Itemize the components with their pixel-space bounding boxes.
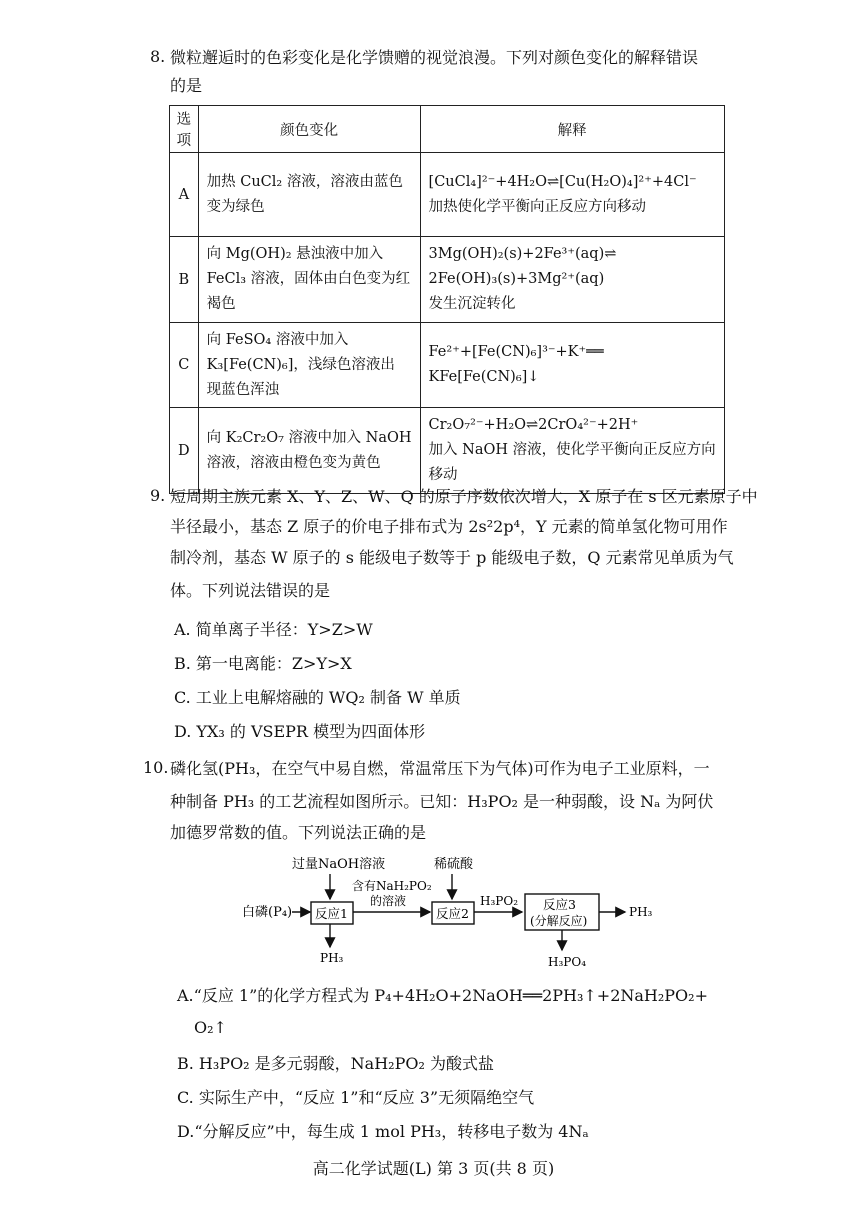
question-9-stem-line: 制冷剂，基态 W 原子的 s 能级电子数等于 p 能级电子数，Q 元素常见单质为气	[170, 548, 734, 567]
question-10-option-d: D.“分解反应”中，每生成 1 mol PH₃，转移电子数为 4Nₐ	[177, 1122, 589, 1141]
page-footer: 高二化学试题(L) 第 3 页(共 8 页)	[312, 1159, 555, 1178]
table-header-change: 颜色变化	[198, 106, 420, 153]
explain-line: 发生沉淀转化	[428, 296, 516, 312]
diagram-box2-label: 反应2	[436, 906, 469, 921]
option-cell: A	[170, 153, 199, 237]
question-10-option-b: B. H₃PO₂ 是多元弱酸，NaH₂PO₂ 为酸式盐	[177, 1054, 494, 1073]
option-cell: B	[170, 237, 199, 323]
explain-line: Fe²⁺+[Fe(CN)₆]³⁻+K⁺══	[428, 344, 604, 360]
diagram-start-label: 白磷(P₄)	[242, 905, 293, 920]
change-cell	[198, 323, 420, 408]
question-10-number: 10.	[143, 758, 169, 777]
change-line: 向 Mg(OH)₂ 悬浊液中加入	[206, 246, 384, 262]
question-8-stem-line2: 的是	[170, 76, 203, 95]
diagram-reagent2: 稀硫酸	[434, 857, 474, 872]
change-cell	[198, 408, 420, 494]
question-9-stem-line: 体。下列说法错误的是	[170, 581, 331, 600]
explain-cell	[420, 408, 724, 494]
change-line: 褐色	[206, 296, 236, 312]
process-flow-diagram	[230, 850, 690, 975]
diagram-mid-label1: 含有NaH₂PO₂	[352, 879, 432, 893]
option-cell: D	[170, 408, 199, 494]
change-line: FeCl₃ 溶液，固体由白色变为红	[206, 271, 411, 287]
question-9-option-a: A. 简单离子半径：Y>Z>W	[174, 620, 373, 639]
question-9-option-b: B. 第一电离能：Z>Y>X	[174, 654, 352, 673]
explain-line: 加入 NaOH 溶液，使化学平衡向正反应方向	[428, 442, 716, 458]
question-9-option-c: C. 工业上电解熔融的 WQ₂ 制备 W 单质	[174, 688, 461, 707]
change-line: 向 FeSO₄ 溶液中加入	[206, 331, 349, 348]
table-header-explain: 解释	[420, 106, 724, 153]
explain-line: Cr₂O₇²⁻+H₂O⇌2CrO₄²⁻+2H⁺	[428, 417, 639, 433]
table-row	[170, 237, 725, 323]
question-8-table	[169, 105, 725, 494]
table-header-option: 选项	[170, 106, 199, 153]
question-9-stem-line: 短周期主族元素 X、Y、Z、W、Q 的原子序数依次增大，X 原子在 s 区元素原子中	[170, 487, 758, 506]
diagram-mid-label2: 的溶液	[370, 894, 407, 908]
explain-line: 2Fe(OH)₃(s)+3Mg²⁺(aq)	[428, 271, 605, 287]
change-line: 变为绿色	[206, 198, 265, 215]
option-cell: C	[170, 323, 199, 408]
diagram-out3-right: PH₃	[629, 905, 653, 919]
table-header-row	[170, 106, 725, 153]
question-9-stem-line: 半径最小，基态 Z 原子的价电子排布式为 2s²2p⁴，Y 元素的简单氢化物可用作	[170, 517, 728, 536]
question-10-stem-line: 加德罗常数的值。下列说法正确的是	[170, 823, 427, 842]
explain-cell	[420, 153, 724, 237]
table-row	[170, 408, 725, 494]
change-cell	[198, 153, 420, 237]
question-10-option-a-cont: O₂↑	[194, 1018, 227, 1037]
diagram-reagent1: 过量NaOH溶液	[292, 857, 386, 872]
explain-line: 3Mg(OH)₂(s)+2Fe³⁺(aq)⇌	[428, 246, 617, 262]
diagram-out3-down: H₃PO₄	[548, 955, 586, 969]
diagram-out1: PH₃	[320, 951, 344, 965]
explain-cell	[420, 323, 724, 408]
change-line: K₃[Fe(CN)₆]，浅绿色溶液出	[206, 356, 395, 373]
diagram-mid2: H₃PO₂	[480, 894, 518, 908]
change-line: 向 K₂Cr₂O₇ 溶液中加入 NaOH	[206, 429, 412, 446]
question-10-option-a: A.“反应 1”的化学方程式为 P₄+4H₂O+2NaOH══2PH₃↑+2NaH₂PO₂+	[177, 986, 708, 1005]
change-line: 加热 CuCl₂ 溶液，溶液由蓝色	[206, 173, 403, 190]
diagram-box1-label: 反应1	[315, 906, 348, 921]
explain-line: 加热使化学平衡向正反应方向移动	[428, 198, 647, 215]
question-8-stem-line1: 微粒邂逅时的色彩变化是化学馈赠的视觉浪漫。下列对颜色变化的解释错误	[170, 48, 699, 67]
question-10-stem-line: 磷化氢(PH₃，在空气中易自燃，常温常压下为气体)可作为电子工业原料，一	[170, 759, 710, 778]
question-9-option-d: D. YX₃ 的 VSEPR 模型为四面体形	[174, 722, 426, 741]
explain-cell	[420, 237, 724, 323]
change-line: 现蓝色浑浊	[206, 381, 280, 398]
explain-line: 移动	[428, 467, 458, 483]
question-9-number: 9.	[150, 486, 166, 505]
diagram-box3-label2: (分解反应)	[530, 914, 588, 928]
diagram-box3-label1: 反应3	[543, 897, 576, 912]
table-row	[170, 153, 725, 237]
question-8-number: 8.	[150, 47, 166, 66]
question-10-option-c: C. 实际生产中，“反应 1”和“反应 3”无须隔绝空气	[177, 1088, 535, 1107]
table-row	[170, 323, 725, 408]
explain-line: [CuCl₄]²⁻+4H₂O⇌[Cu(H₂O)₄]²⁺+4Cl⁻	[428, 173, 697, 190]
change-line: 溶液，溶液由橙色变为黄色	[206, 454, 381, 471]
change-cell	[198, 237, 420, 323]
explain-line: KFe[Fe(CN)₆]↓	[428, 369, 540, 385]
question-10-stem-line: 种制备 PH₃ 的工艺流程如图所示。已知：H₃PO₂ 是一种弱酸，设 Nₐ 为阿伏	[170, 792, 714, 811]
